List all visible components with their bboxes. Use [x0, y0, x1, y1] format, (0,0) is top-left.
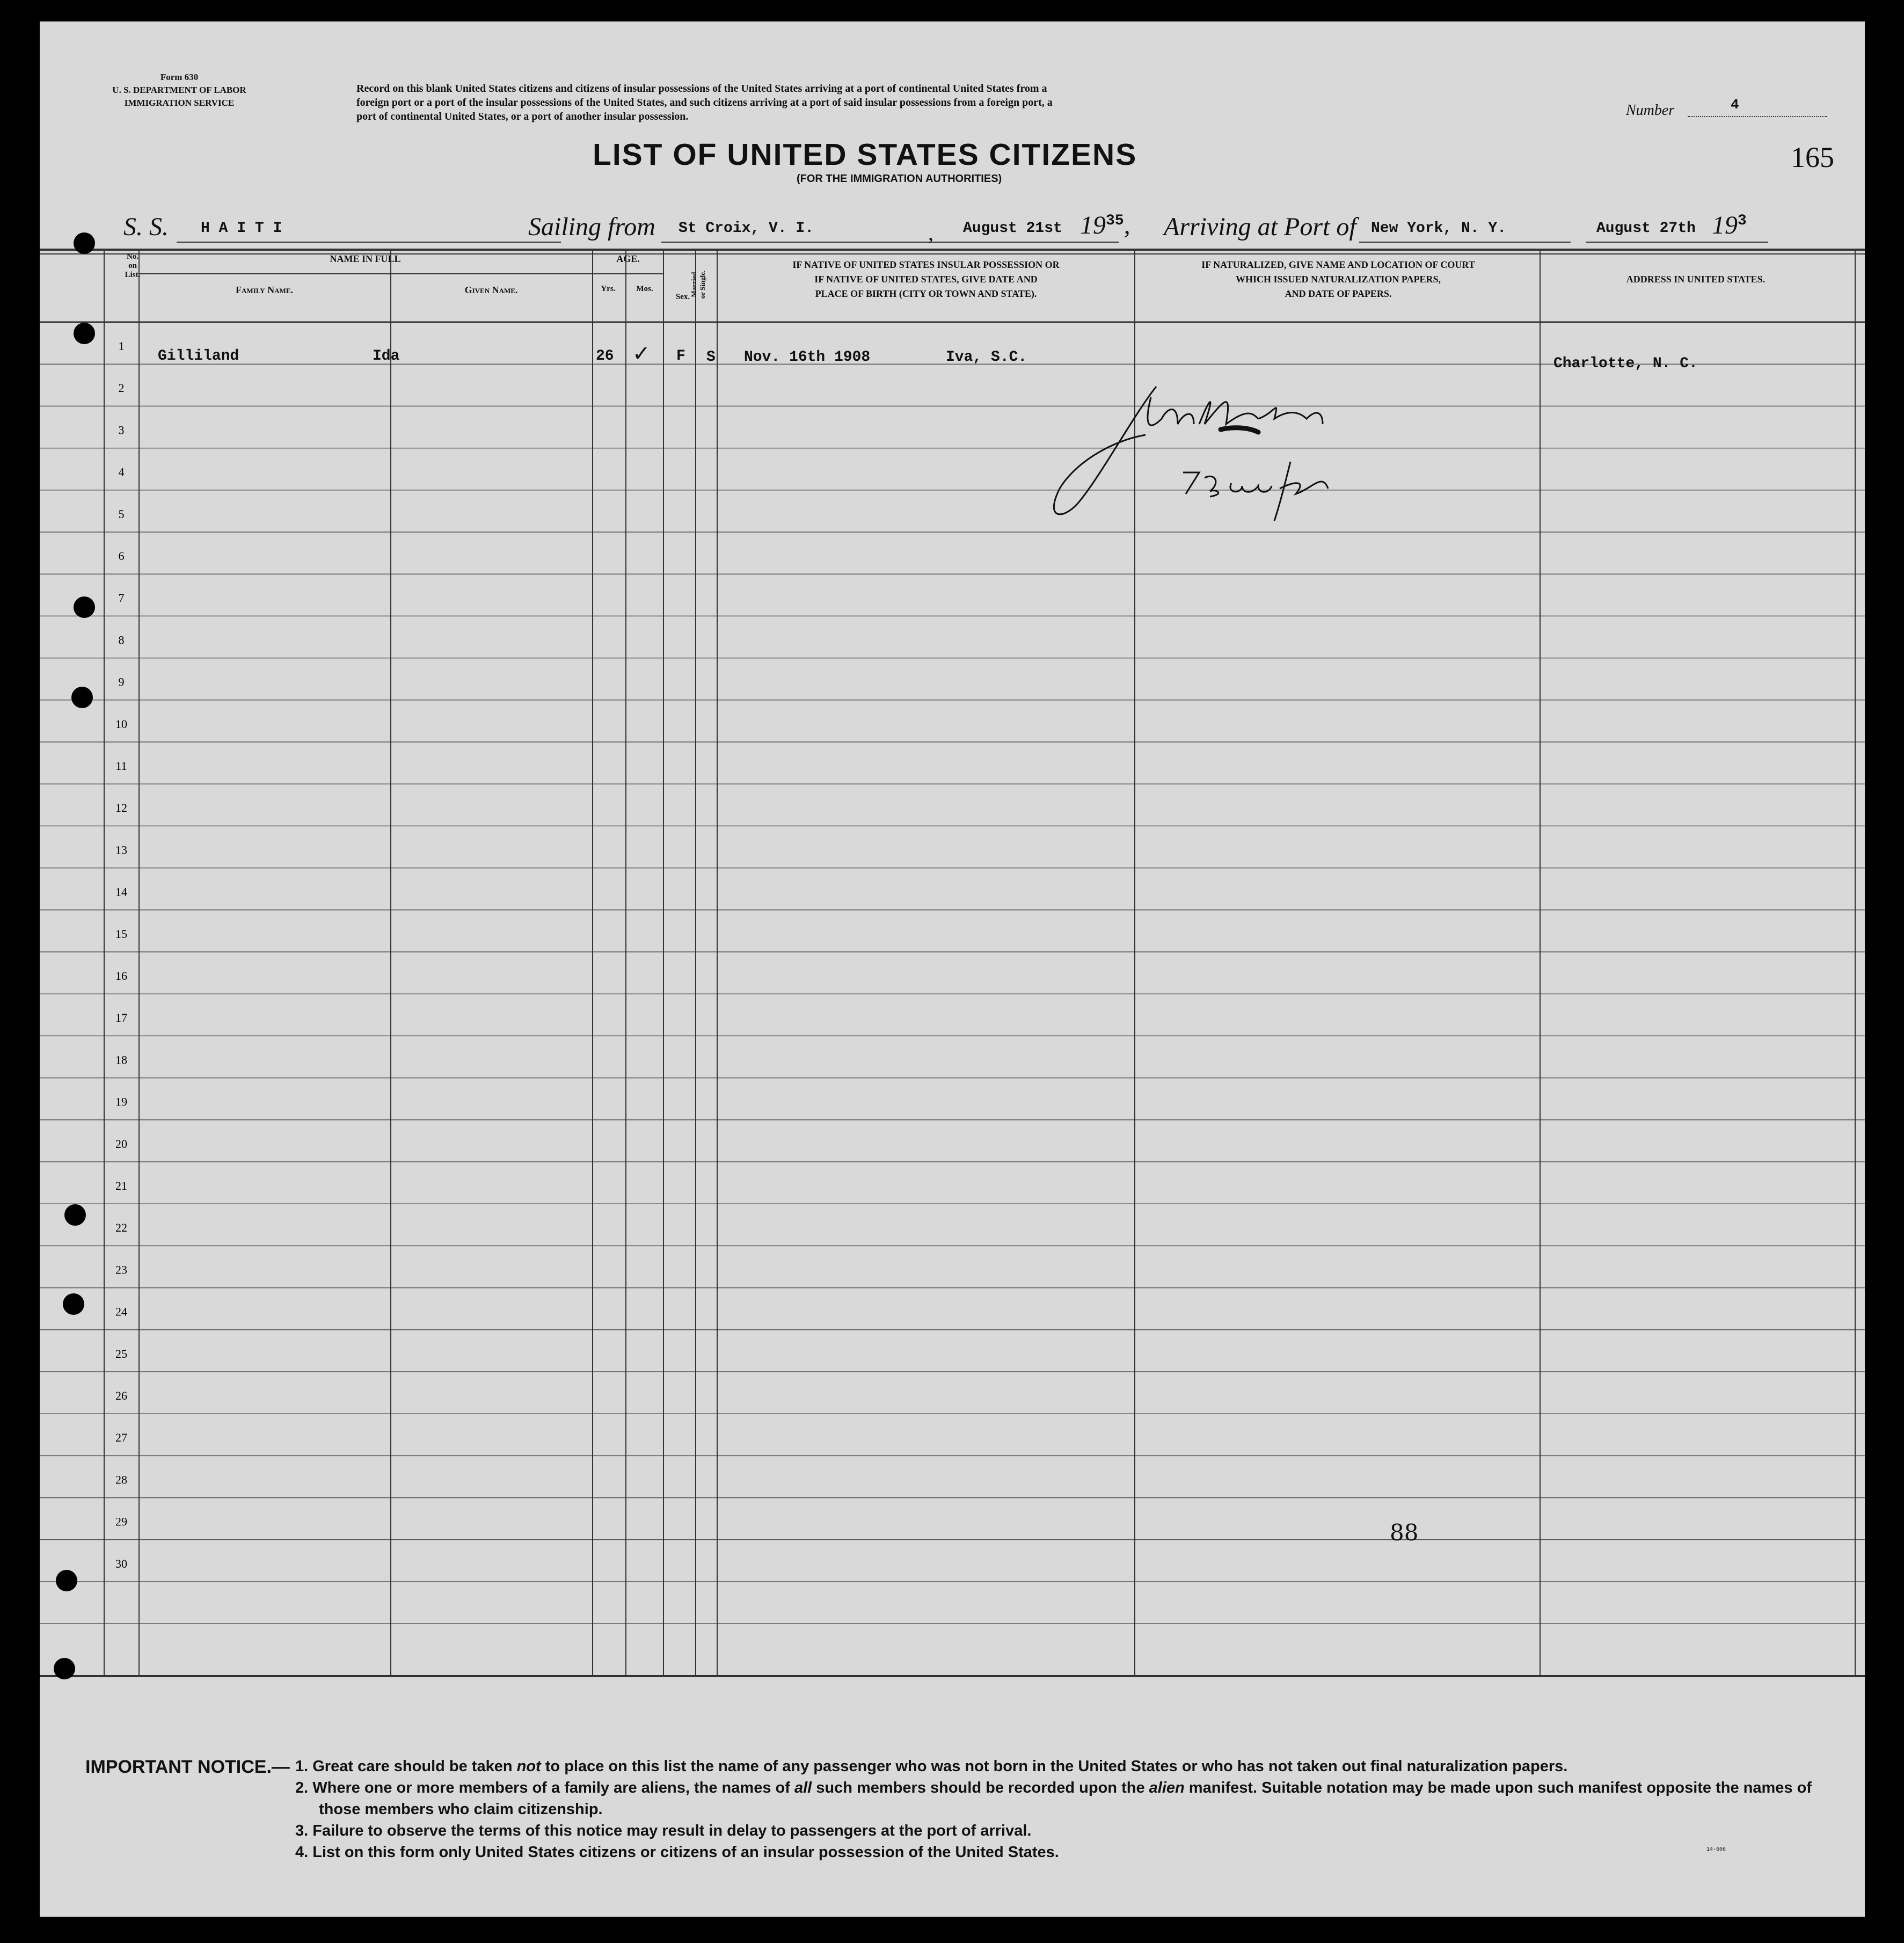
row-number: 22 [115, 1221, 127, 1235]
row1-age-months-checkmark: ✓ [632, 341, 651, 366]
row-number: 26 [115, 1389, 127, 1402]
row-number: 5 [118, 507, 125, 521]
header-native-line: PLACE OF BIRTH (CITY OR TOWN AND STATE). [815, 288, 1037, 299]
stock-code: 14-606 [1706, 1847, 1726, 1853]
row-number: 25 [115, 1347, 127, 1360]
instruction-line: foreign port or a port of the insular possessions of the United States, and such citizens arriving at a port of said insular possessions from a foreign port, a [356, 97, 1053, 108]
punch-hole [63, 1293, 84, 1315]
form-number: Form 630 [160, 72, 199, 82]
service-name: IMMIGRATION SERVICE [124, 98, 235, 108]
table-grid-lines [40, 250, 1865, 1676]
header-naturalized-line: IF NATURALIZED, GIVE NAME AND LOCATION OF COURT [1201, 259, 1475, 270]
row-number: 4 [118, 465, 125, 479]
page-subtitle: (FOR THE IMMIGRATION AUTHORITIES) [797, 173, 1002, 185]
header-native [717, 258, 1135, 301]
header-naturalized [1137, 258, 1539, 301]
header-naturalized-line: AND DATE OF PAPERS. [1285, 288, 1392, 299]
punch-hole [56, 1570, 77, 1591]
page-number: 165 [1791, 141, 1834, 173]
page-title: LIST OF UNITED STATES CITIZENS [593, 137, 1137, 172]
row-number: 23 [115, 1263, 127, 1277]
notice-list [295, 1756, 1830, 1863]
row-number: 27 [115, 1431, 127, 1445]
row-number: 19 [115, 1095, 127, 1109]
punch-hole [74, 596, 95, 618]
stamp-number: 88 [1390, 1519, 1419, 1546]
header-married-line: Married [690, 272, 698, 297]
row-number: 16 [115, 969, 127, 983]
header-native-line: IF NATIVE OF UNITED STATES, GIVE DATE AND [814, 274, 1038, 285]
header-married-line: or Single. [698, 270, 706, 299]
row-numbers [115, 339, 127, 1570]
row1-marital-status: S [706, 349, 716, 366]
header-no-line: on [128, 261, 137, 270]
manifest-table [40, 21, 1865, 1917]
punch-hole [71, 687, 93, 708]
row-number: 9 [118, 675, 125, 689]
row-number: 18 [115, 1053, 127, 1067]
manifest-sheet: Form 630 U. S. DEPARTMENT OF LABOR IMMIGRATION SERVICE Record on this blank United States citizens and citizens of insular possessions of the United States arriving at a port of continental United States from a foreign port or a port of the insular possessions of the United States, and such citizens arriving at a port of said insular possessions from a foreign port, a port of continental United States, or a port of another insular possession. Number 4 165 LIST OF UNITED STATES CITIZENS (FOR THE IMMIGRATION AUTHORITIES) S. S. H A I T I Sailing from St Croix, V. I. , August 21st 1935, Arriving at Port of New York, N. Y. August 27th 193 1 2 3 4 5 6 7 8 9 10 11 12 13 14 15 16 17 18 19 20 21 22 23 24 25 26 27 28 29 30 No. on List. NAME IN FULL Family Name. Given Name. AGE. Yrs. Mos. Sex. Married or Single. IF NATIVE OF UNITED STATES INSULAR POSSESSION OR IF NATIVE OF UNITED STATES, GIVE DATE AND PLACE OF BIRTH (CITY OR TOWN AND STATE). IF NATURALIZED, GIVE NAME AND LOCATION OF COURT WHICH ISSUED NATURALIZATION PAPERS, AND DATE OF PAPERS. ADDRESS IN UNITED STATES. Gilliland Ida 26 ✓ F S Nov. 16th 1908 Iva, S.C. Charlotte, N. C. 88 IMPORTANT NOTICE.— 1. Great care should be taken not to place on this list the name of any passenger who was not born in the United States or who has not taken out final naturalization papers. 2. Where one or more members of a family are aliens, the names of all such members should be recorded upon the alien manifest. Suitable notation may be made upon such manifest opposite the names of those members who claim citizenship. 3. Failure to observe the terms of this notice may result in delay to passengers at the port of arrival. 4. List on this form only United States citizens or citizens of an insular possession of the United States. 14-606 [40, 21, 1865, 1917]
row-number: 3 [118, 423, 125, 437]
punch-hole [64, 1204, 86, 1226]
row1-sex: F [676, 348, 685, 365]
header-family-name: Family Name. [236, 285, 293, 295]
row-number: 13 [115, 843, 127, 857]
inspector-signature [1022, 365, 1462, 542]
notice-item: 1. Great care should be taken not to place on this list the name of any passenger who was not born in the United States or who has not taken out final naturalization papers. [295, 1758, 1568, 1775]
header-given-name: Given Name. [464, 285, 518, 295]
arrival-year-suffix: 3 [1738, 213, 1747, 229]
instruction-line: port of continental United States, or a port of another insular possession. [356, 111, 689, 122]
header-native-line: IF NATIVE OF UNITED STATES INSULAR POSSESSION OR [792, 259, 1060, 270]
number-label: Number [1626, 102, 1675, 119]
row-number: 12 [115, 801, 127, 815]
row1-given-name: Ida [373, 348, 400, 365]
row-number: 24 [115, 1305, 127, 1319]
header-address: ADDRESS IN UNITED STATES. [1626, 274, 1766, 285]
arrival-port: New York, N. Y. [1371, 220, 1507, 237]
instruction-line: Record on this blank United States citizens and citizens of insular possessions of the United States arriving at a port of continental United States from a [356, 83, 1047, 94]
sailing-year-prefix: 19 [1080, 211, 1106, 239]
notice-heading: IMPORTANT NOTICE.— [85, 1757, 290, 1777]
punch-hole [74, 232, 95, 254]
list-number: 4 [1731, 97, 1739, 113]
header-name-in-full: NAME IN FULL [330, 253, 401, 264]
row1-birth-date: Nov. 16th 1908 [744, 349, 871, 366]
row-number: 11 [115, 759, 127, 773]
notice-item: 3. Failure to observe the terms of this notice may result in delay to passengers at the port of arrival. [295, 1822, 1032, 1839]
row-number: 1 [118, 339, 125, 353]
header-yrs: Yrs. [601, 285, 616, 293]
notice-item: 2. Where one or more members of a family are aliens, the names of all such members should be recorded upon the alien manifest. Suitable notation may be made upon such manifest opposite the names of those members who claim citizenship. [295, 1779, 1812, 1818]
row-number: 8 [118, 633, 125, 647]
arrival-year-prefix: 19 [1712, 211, 1738, 239]
arriving-label: Arriving at Port of [1164, 213, 1356, 241]
ship-label: S. S. [123, 213, 169, 241]
row1-family-name: Gilliland [158, 348, 239, 365]
header-naturalized-line: WHICH ISSUED NATURALIZATION PAPERS, [1235, 274, 1441, 285]
row-number: 20 [115, 1137, 127, 1151]
sailing-year-suffix: 35 [1106, 213, 1124, 229]
header-mos: Mos. [636, 285, 653, 293]
department-name: U. S. DEPARTMENT OF LABOR [112, 85, 246, 95]
row-number: 28 [115, 1473, 127, 1487]
row-number: 7 [118, 591, 125, 605]
header-sex: Sex. [675, 293, 690, 301]
sailing-date: August 21st [963, 220, 1062, 237]
arrival-date: August 27th [1596, 220, 1696, 237]
row1-address: Charlotte, N. C. [1553, 355, 1698, 372]
punch-hole [54, 1658, 75, 1679]
sailing-year: 1935, [1080, 211, 1130, 239]
row1-age-years: 26 [596, 348, 614, 365]
header-married-single [690, 255, 711, 314]
header-age: AGE. [616, 253, 640, 264]
from-port: St Croix, V. I. [679, 220, 814, 237]
header-no-line: No. [126, 252, 139, 261]
row1-birth-place: Iva, S.C. [946, 349, 1027, 366]
row-number: 6 [118, 549, 125, 563]
punch-hole [74, 323, 95, 344]
row-number: 21 [115, 1179, 127, 1192]
row-number: 15 [115, 927, 127, 941]
row-number: 10 [115, 717, 127, 731]
row-number: 17 [115, 1011, 127, 1025]
row-number: 30 [115, 1556, 127, 1570]
row-number: 2 [118, 381, 125, 395]
row-number: 29 [115, 1515, 127, 1529]
header-no-line: List. [125, 271, 141, 279]
notice-item: 4. List on this form only United States citizens or citizens of an insular possession of the United States. [295, 1844, 1059, 1861]
ship-name: H A I T I [201, 220, 282, 237]
sailing-label: Sailing from [528, 213, 655, 241]
row-number: 14 [115, 885, 127, 899]
